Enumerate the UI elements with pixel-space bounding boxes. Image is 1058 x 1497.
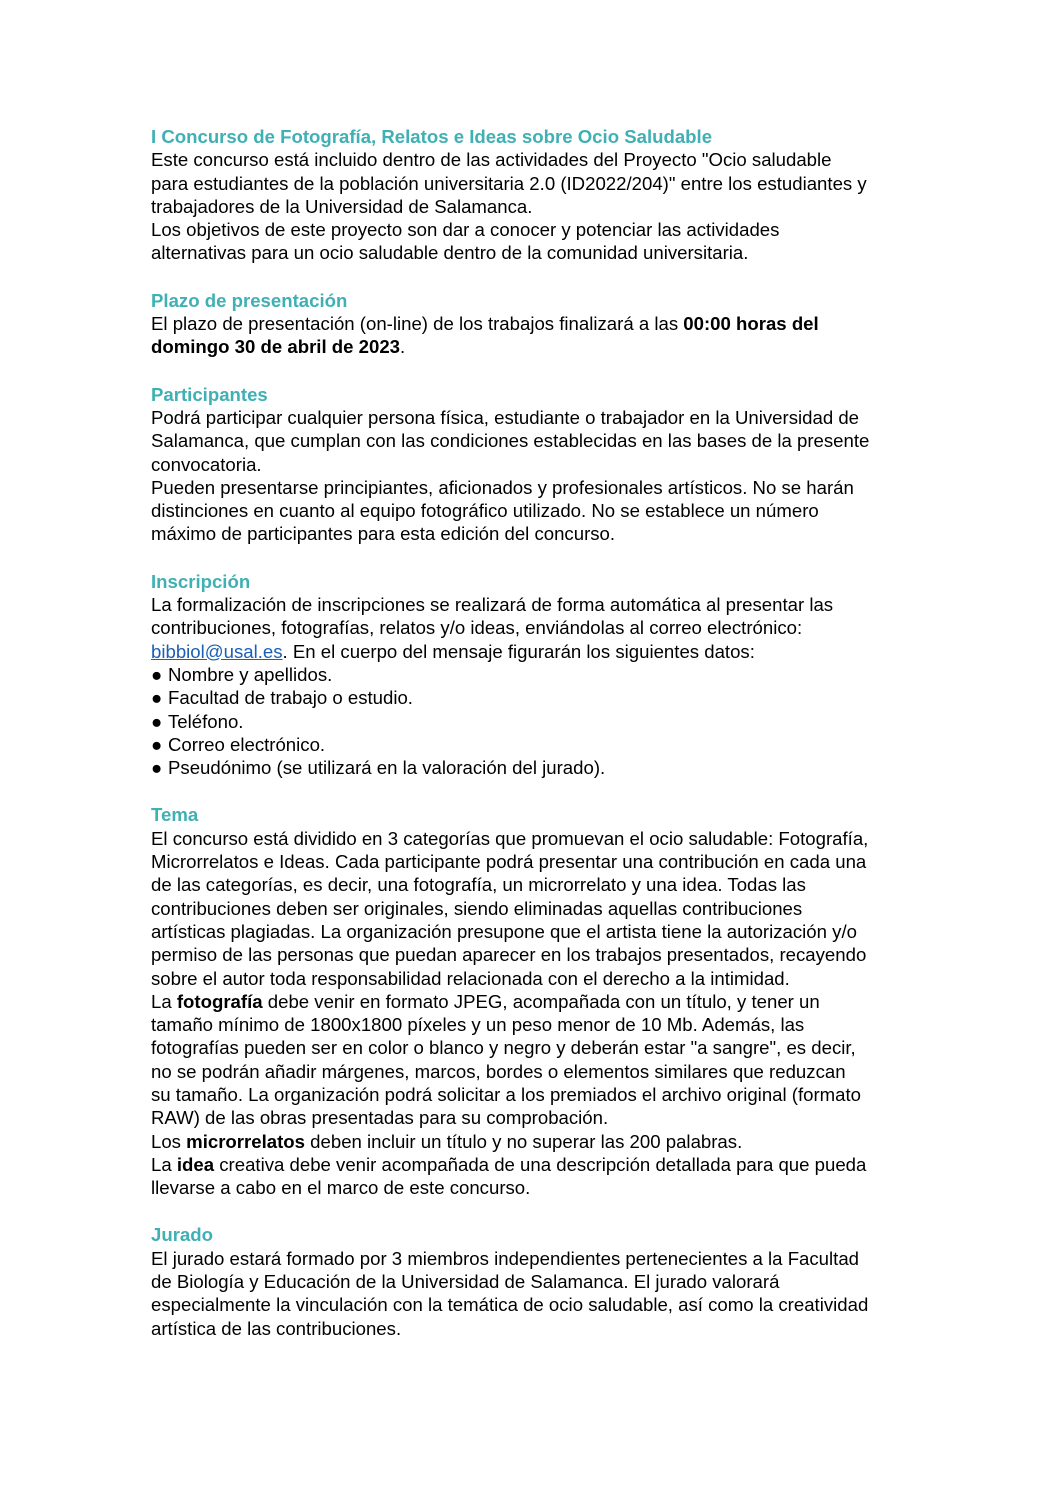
list-item-text: Teléfono. xyxy=(168,710,244,732)
idea-prefix: La xyxy=(151,1153,177,1175)
bullet-icon: ● xyxy=(151,663,163,685)
intro-section xyxy=(151,125,921,265)
text-line: llevarse a cabo en el marco de este concurso. xyxy=(151,1177,531,1199)
text-line xyxy=(151,1130,921,1153)
section-heading-inscripcion: Inscripción xyxy=(151,570,251,592)
foto-text: debe venir en formato JPEG, acompañada con un título, y tener un xyxy=(262,990,820,1012)
foto-prefix: La xyxy=(151,990,177,1012)
text-line: de Biología y Educación de la Universidad de Salamanca. El jurado valorará xyxy=(151,1271,780,1293)
text-line: Microrrelatos e Ideas. Cada participante podrá presentar una contribución en cada una xyxy=(151,851,867,873)
list-item xyxy=(151,756,921,779)
text-line: artísticas plagiadas. La organización presupone que el artista tiene la autorización y/o xyxy=(151,920,857,942)
plazo-period: . xyxy=(400,336,406,358)
plazo-paragraph xyxy=(151,312,921,359)
section-heading-tema: Tema xyxy=(151,804,199,826)
list-item xyxy=(151,663,921,686)
email-link[interactable]: bibbiol@usal.es xyxy=(151,640,283,662)
text-line: Este concurso está incluido dentro de las actividades del Proyecto "Ocio saludable xyxy=(151,149,832,171)
text-line: El concurso está dividido en 3 categorías que promuevan el ocio saludable: Fotografía, xyxy=(151,827,869,849)
text-line: Podrá participar cualquier persona física, estudiante o trabajador en la Universidad de xyxy=(151,406,860,428)
text-line: Pueden presentarse principiantes, aficionados y profesionales artísticos. No se harán xyxy=(151,476,854,498)
list-item xyxy=(151,686,921,709)
list-item-text: Facultad de trabajo o estudio. xyxy=(168,687,413,709)
inscripcion-section xyxy=(151,570,921,780)
idea-keyword: idea xyxy=(176,1153,215,1175)
document-title: I Concurso de Fotografía, Relatos e Ideas sobre Ocio Saludable xyxy=(151,126,713,147)
text-line: contribuciones deben ser originales, siendo eliminadas aquellas contribuciones xyxy=(151,897,803,919)
text-line: La formalización de inscripciones se realizará de forma automática al presentar las xyxy=(151,594,834,616)
text-line: tamaño mínimo de 1800x1800 píxeles y un peso menor de 10 Mb. Además, las xyxy=(151,1014,805,1036)
bullet-icon: ● xyxy=(151,687,163,709)
bullet-icon: ● xyxy=(151,710,163,732)
deadline-time: 00:00 horas del xyxy=(683,313,819,335)
text-line: artística de las contribuciones. xyxy=(151,1317,402,1339)
jurado-paragraph xyxy=(151,1247,921,1340)
list-item xyxy=(151,733,921,756)
idea-paragraph xyxy=(151,1153,921,1200)
text-line: fotografías pueden ser en color o blanco y negro y deberán estar "a sangre", es decir, xyxy=(151,1037,856,1059)
text-line: trabajadores de la Universidad de Salamanca. xyxy=(151,195,533,217)
text-line xyxy=(151,990,921,1013)
bullet-icon: ● xyxy=(151,757,163,779)
text-line: Los objetivos de este proyecto son dar a conocer y potenciar las actividades xyxy=(151,219,780,241)
text-line xyxy=(151,335,921,358)
text-line: no se podrán añadir márgenes, marcos, bordes o elementos similares que reduzcan xyxy=(151,1060,846,1082)
list-item-text: Pseudónimo (se utilizará en la valoración del jurado). xyxy=(168,757,606,779)
text-line: máximo de participantes para esta edición del concurso. xyxy=(151,523,616,545)
text-line: su tamaño. La organización podrá solicitar a los premiados el archivo original (formato xyxy=(151,1083,862,1105)
deadline-date: domingo 30 de abril de 2023 xyxy=(151,336,401,358)
foto-keyword: fotografía xyxy=(176,990,263,1012)
tema-paragraph xyxy=(151,827,921,990)
intro-paragraph xyxy=(151,148,921,218)
objectives-paragraph xyxy=(151,218,921,265)
text-line: permiso de las personas que puedan aparecer en los trabajos presentados, recayendo xyxy=(151,944,867,966)
text-line xyxy=(151,312,921,335)
tema-section xyxy=(151,803,921,1199)
plazo-text: El plazo de presentación (on-line) de los trabajos finalizará a las xyxy=(151,313,684,335)
document-page xyxy=(151,125,921,1340)
text-line xyxy=(151,640,921,663)
fotografia-paragraph xyxy=(151,990,921,1130)
inscripcion-paragraph xyxy=(151,593,921,663)
micro-prefix: Los xyxy=(151,1130,187,1152)
plazo-section xyxy=(151,289,921,359)
text-line: Salamanca, que cumplan con las condiciones establecidas en las bases de la presente xyxy=(151,430,870,452)
participantes-section xyxy=(151,383,921,546)
micro-text: deben incluir un título y no superar las 200 palabras. xyxy=(305,1130,743,1152)
text-line: RAW) de las obras presentadas para su comprobación. xyxy=(151,1107,609,1129)
jurado-section xyxy=(151,1223,921,1339)
text-line: contribuciones, fotografías, relatos y/o ideas, enviándolas al correo electrónico: xyxy=(151,617,803,639)
required-data-list xyxy=(151,663,921,779)
text-line xyxy=(151,1153,921,1176)
idea-text: creativa debe venir acompañada de una descripción detallada para que pueda xyxy=(214,1153,867,1175)
microrrelatos-paragraph xyxy=(151,1130,921,1153)
section-heading-participantes: Participantes xyxy=(151,383,268,405)
section-heading-plazo: Plazo de presentación xyxy=(151,289,348,311)
micro-keyword: microrrelatos xyxy=(186,1130,306,1152)
inscripcion-text: . En el cuerpo del mensaje figurarán los siguientes datos: xyxy=(282,640,755,662)
participantes-paragraph xyxy=(151,406,921,546)
bullet-icon: ● xyxy=(151,733,163,755)
text-line: para estudiantes de la población universitaria 2.0 (ID2022/204)" entre los estudiantes y xyxy=(151,172,867,194)
text-line: especialmente la vinculación con la temática de ocio saludable, así como la creatividad xyxy=(151,1294,869,1316)
text-line: alternativas para un ocio saludable dentro de la comunidad universitaria. xyxy=(151,242,749,264)
text-line: sobre el autor toda responsabilidad relacionada con el derecho a la intimidad. xyxy=(151,967,790,989)
section-heading-jurado: Jurado xyxy=(151,1224,213,1246)
text-line: distinciones en cuanto al equipo fotográfico utilizado. No se establece un número xyxy=(151,500,819,522)
text-line: de las categorías, es decir, una fotografía, un microrrelato y una idea. Todas las xyxy=(151,874,806,896)
text-line: El jurado estará formado por 3 miembros independientes pertenecientes a la Facultad xyxy=(151,1247,860,1269)
list-item-text: Correo electrónico. xyxy=(168,733,326,755)
list-item-text: Nombre y apellidos. xyxy=(168,663,333,685)
list-item xyxy=(151,710,921,733)
text-line: convocatoria. xyxy=(151,453,262,475)
